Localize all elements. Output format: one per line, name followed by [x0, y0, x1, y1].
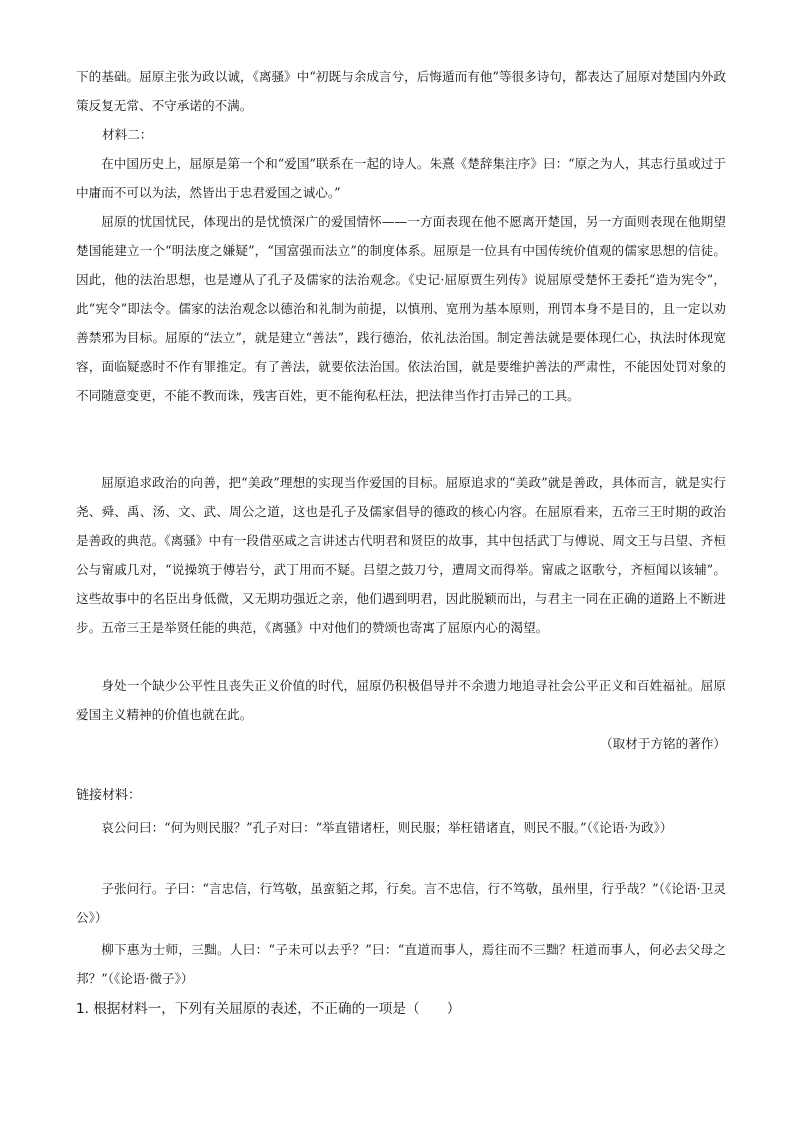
- source-attribution: （取材于方铭的著作）: [600, 736, 726, 751]
- question-one: 1. 根据材料一，下列有关屈原的表述，不正确的一项是（ ）: [76, 1001, 461, 1017]
- intro-paragraph: 下的基础。屈原主张为政以诚，《离骚》中“初既与余成言兮，后悔遁而有他”等很多诗句，都表达了屈原对楚国内外政策反复无常、不守承诺的不满。: [76, 69, 726, 113]
- linked-material-weizi: 柳下惠为士师，三黜。人曰：“子未可以去乎？”曰：“直道而事人，焉往而不三黜？枉道而事人，何必去父母之邦？”（《论语·微子》）: [76, 942, 726, 986]
- paragraph-rule-of-law: 屈原的忧国忧民，体现出的是忧愤深广的爱国情怀——一方面表现在他不愿离开楚国，另一方面则表现在他期望楚国能建立一个“明法度之嫌疑”，“国富强而法立”的制度体系。屈原是一位具有中国传统价值观的儒家思想的信徒。因此，他的法治思想，也是遵从了孔子及儒家的法治观念。《史记·屈原贾生列传》说屈原受楚怀王委托“造为宪令”，此“宪令”即法令。儒家的法治观念以德治和礼制为前提，以慎刑、宽刑为基本原则，刑罚本身不是目的，且一定以劝善禁邪为目标。屈原的“法立”，就是建立“善法”，践行德治，依礼法治国。制定善法就是要体现仁心，执法时体现宽容，面临疑惑时不作有罪推定。有了善法，就要依法治国。依法治国，就是要维护善法的严肃性，不能因处罚对象的不同随意变更，不能不教而诛，残害百姓，更不能徇私枉法，把法律当作打击异己的工具。: [76, 214, 726, 403]
- material-two-heading: 材料二：: [102, 127, 153, 142]
- paragraph-justice: 身处一个缺少公平性且丧失正义价值的时代，屈原仍积极倡导并不余遗力地追寻社会公平正义和百姓福祉。屈原爱国主义精神的价值也就在此。: [76, 678, 726, 722]
- paragraph-patriot-poet: 在中国历史上，屈原是第一个和“爱国”联系在一起的诗人。朱熹《楚辞集注序》曰：“原之为人，其志行虽或过于中庸而不可以为法，然皆出于忠君爱国之诚心。”: [76, 156, 726, 200]
- paragraph-good-governance: 屈原追求政治的向善，把“美政”理想的实现当作爱国的目标。屈原追求的“美政”就是善政，具体而言，就是实行尧、舜、禹、汤、文、武、周公之道，这也是孔子及儒家倡导的德政的核心内容。在屈原看来，五帝三王时期的政治是善政的典范。《离骚》中有一段借巫咸之言讲述古代明君和贤臣的故事，其中包括武丁与傅说、周文王与吕望、齐桓公与甯戚几对，“说操筑于傅岩兮，武丁用而不疑。吕望之鼓刀兮，遭周文而得举。甯戚之讴歌兮，齐桓闻以该辅”。这些故事中的名臣出身低微，又无期功强近之亲，他们遇到明君，因此脱颖而出，与君主一同在正确的道路上不断进步。五帝三王是举贤任能的典范，《离骚》中对他们的赞颂也寄寓了屈原内心的渴望。: [76, 475, 726, 635]
- linked-materials-heading: 链接材料：: [76, 788, 142, 803]
- linked-material-weilinggong: 子张问行。子曰：“言忠信，行笃敬，虽蛮貊之邦，行矣。言不忠信，行不笃敬，虽州里，行乎哉？”（《论语·卫灵公》）: [76, 881, 726, 925]
- linked-material-weizheng: 哀公问曰：“何为则民服？”孔子对曰：“举直错诸枉，则民服；举枉错诸直，则民不服。”（《论语·为政》）: [101, 820, 673, 835]
